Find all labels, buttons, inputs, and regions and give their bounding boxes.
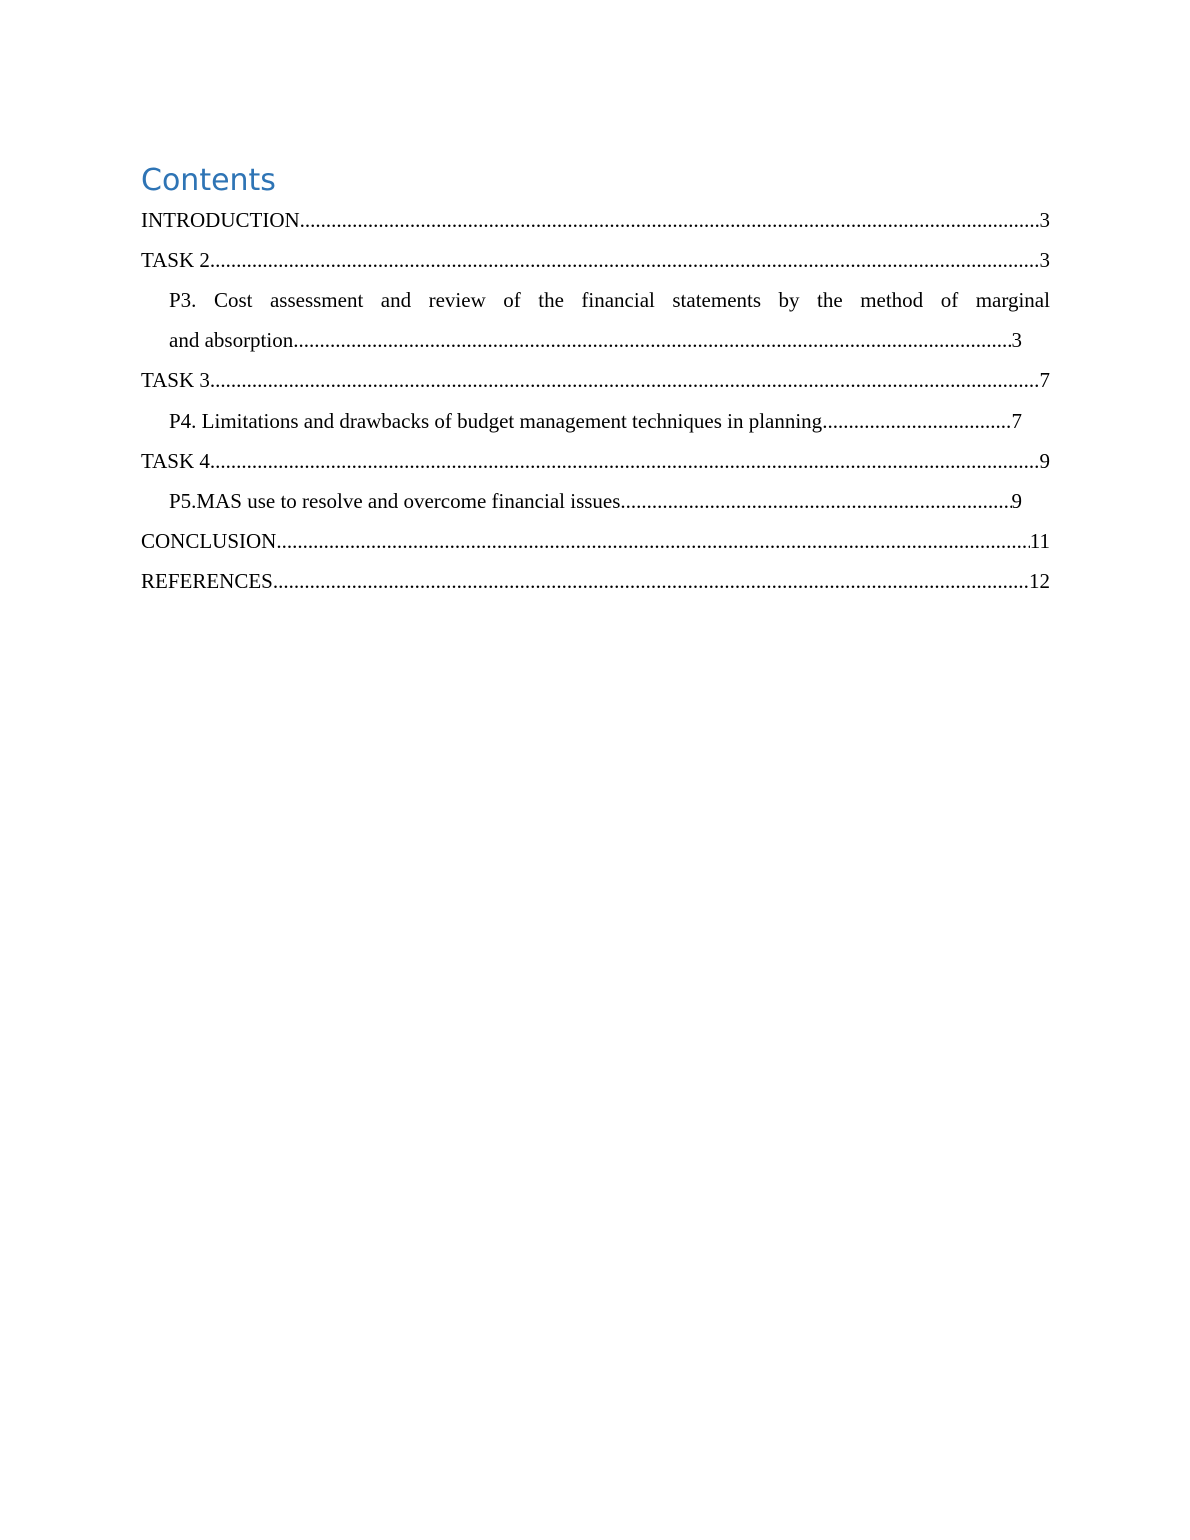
toc-entry-p4[interactable] [141, 401, 1022, 441]
toc-word: method [860, 287, 924, 312]
table-of-contents [141, 200, 1050, 602]
toc-word: review [428, 287, 486, 312]
toc-page-number: 7 [1039, 368, 1050, 393]
toc-word: the [817, 287, 843, 312]
toc-page-number: 12 [1029, 569, 1050, 594]
toc-dot-leader [620, 489, 1011, 514]
toc-page-number: 3 [1011, 328, 1022, 353]
toc-entry-label: P4. Limitations and drawbacks of budget management techniques in planning [169, 408, 823, 433]
toc-word: P3. [169, 287, 197, 312]
toc-entry-task-3[interactable] [141, 361, 1050, 401]
toc-word: of [503, 287, 521, 312]
toc-entry-task-4[interactable] [141, 441, 1050, 481]
toc-word: statements [672, 287, 762, 312]
toc-dot-leader [210, 248, 1040, 273]
toc-word: and [380, 287, 412, 312]
toc-entry-label: INTRODUCTION [141, 207, 300, 232]
toc-page-number: 11 [1029, 529, 1050, 554]
toc-dot-leader [210, 368, 1040, 393]
toc-page-number: 3 [1039, 207, 1050, 232]
toc-entry-p5[interactable] [141, 481, 1022, 521]
toc-entry-task-2[interactable] [141, 240, 1050, 280]
toc-entry-label: CONCLUSION [141, 529, 277, 554]
toc-word: assessment [269, 287, 364, 312]
toc-entry-label: REFERENCES [141, 569, 273, 594]
toc-page-number: 7 [1011, 408, 1022, 433]
toc-dot-leader [210, 449, 1040, 474]
toc-page-number: 3 [1039, 247, 1050, 272]
toc-entry-label: TASK 4 [141, 448, 210, 473]
toc-word: financial [581, 287, 655, 312]
toc-dot-leader [273, 569, 1029, 594]
toc-entry-conclusion[interactable] [141, 522, 1050, 562]
toc-entry-references[interactable] [141, 562, 1050, 602]
toc-heading: Contents [141, 163, 276, 198]
toc-entry-label: and absorption [169, 328, 294, 353]
toc-dot-leader [276, 529, 1029, 554]
toc-entry-introduction[interactable] [141, 200, 1050, 240]
toc-entry-label: TASK 2 [141, 247, 210, 272]
toc-word: Cost [213, 287, 253, 312]
toc-entry-p3-line-2[interactable] [141, 321, 1022, 361]
toc-word: of [940, 287, 959, 312]
toc-word: marginal [975, 287, 1050, 312]
toc-entry-label: P5.MAS use to resolve and overcome financial issues [169, 488, 621, 513]
toc-entry-p3-line-1[interactable] [141, 280, 1050, 320]
toc-dot-leader [300, 208, 1040, 233]
toc-dot-leader [293, 328, 1011, 353]
toc-page-number: 9 [1039, 448, 1050, 473]
toc-entry-label: TASK 3 [141, 368, 210, 393]
toc-word: the [538, 287, 564, 312]
toc-page-number: 9 [1011, 488, 1022, 513]
toc-dot-leader [822, 409, 1011, 434]
toc-word: by [778, 287, 800, 312]
